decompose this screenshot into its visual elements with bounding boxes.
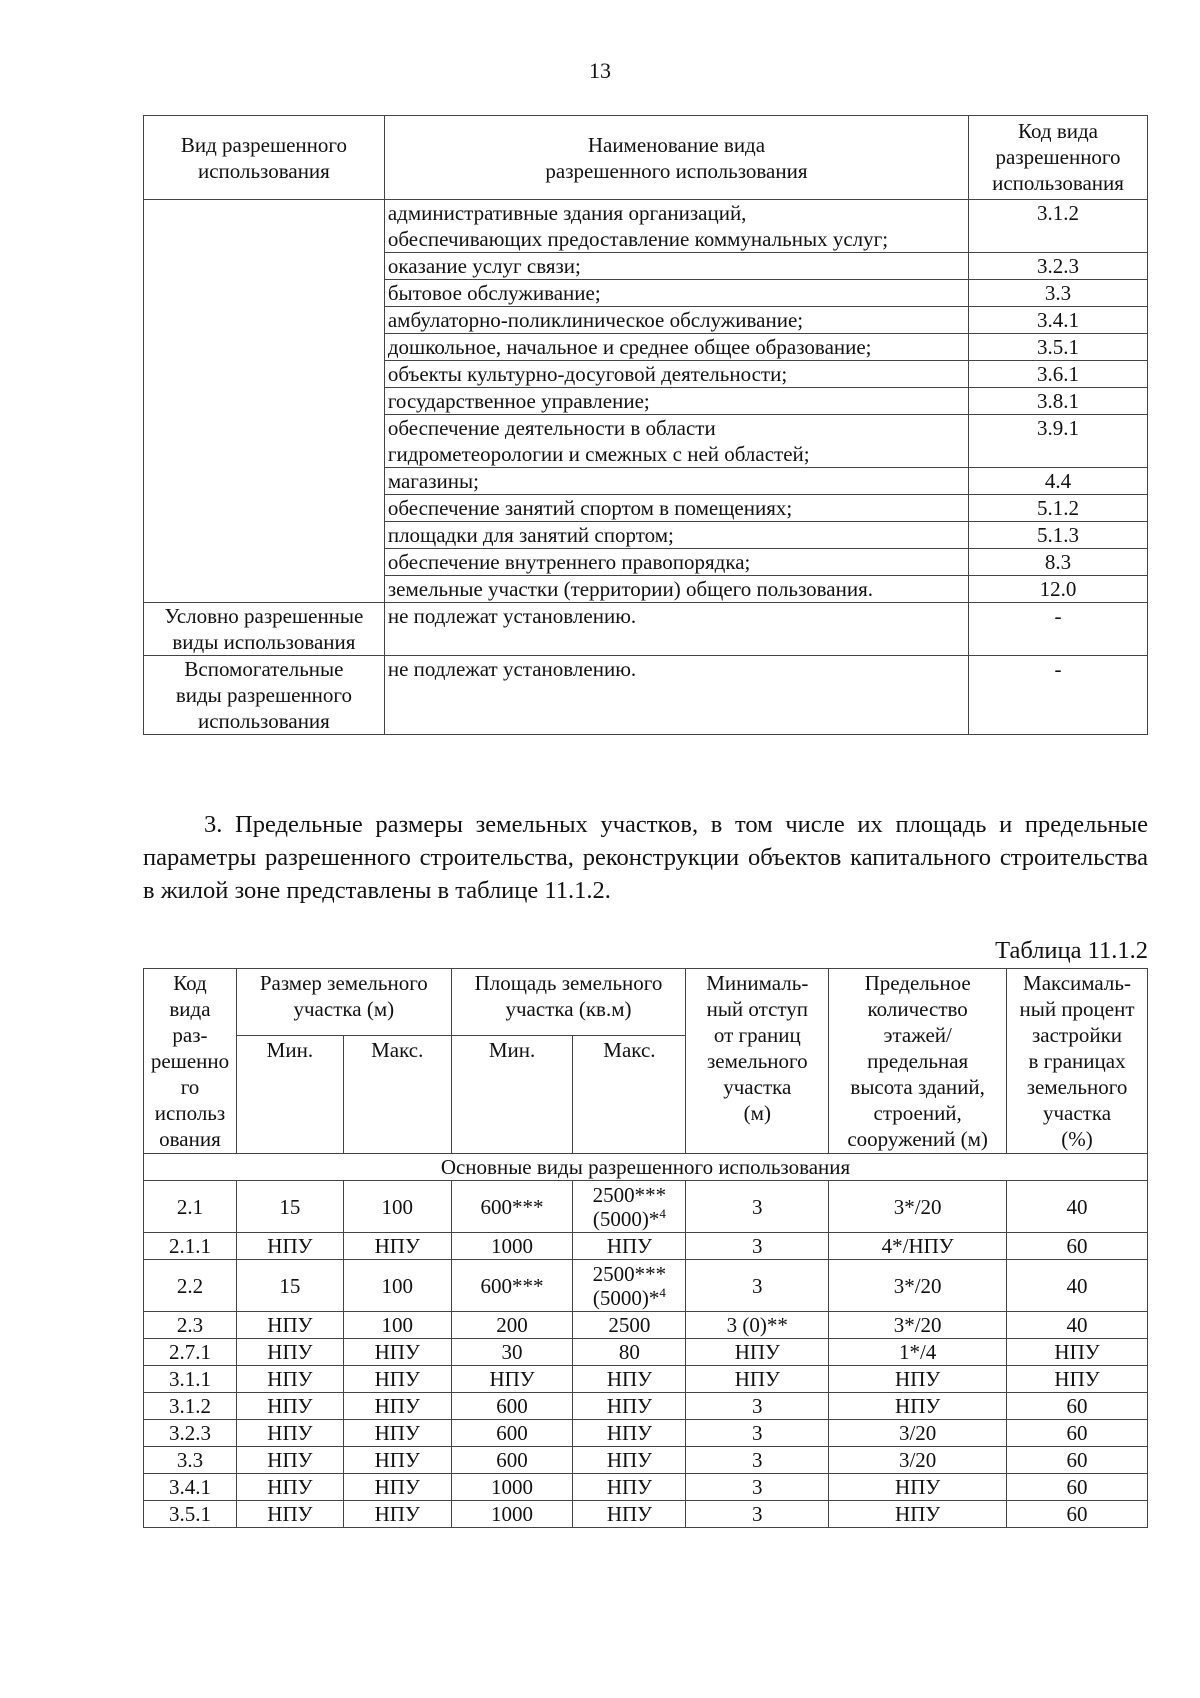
parameters-row	[144, 1260, 1148, 1312]
cell-code: 3.1.2	[144, 1393, 237, 1420]
use-name-cell: административные здания организаций, обеспечивающих предоставление коммунальных услуг;	[384, 200, 968, 253]
cell-size-min: НПУ	[236, 1447, 343, 1474]
cell-coverage: 40	[1007, 1181, 1148, 1233]
cell-size-max: НПУ	[343, 1233, 451, 1260]
cell-floors: НПУ	[829, 1501, 1007, 1528]
cell-code: 2.7.1	[144, 1339, 237, 1366]
parameters-row	[144, 1181, 1148, 1233]
cell-size-max: 100	[343, 1181, 451, 1233]
use-name-cell: земельные участки (территории) общего пользования.	[384, 576, 968, 603]
section-title: Основные виды разрешенного использования	[144, 1154, 1148, 1181]
use-name-cell: обеспечение деятельности в области гидрометеорологии и смежных с ней областей;	[384, 415, 968, 468]
cell-area-min: НПУ	[451, 1366, 573, 1393]
header-floors: Предельное количество этажей/ предельная высота зданий, строений, сооружений (м)	[829, 969, 1007, 1154]
header-size-min: Мин.	[236, 1036, 343, 1154]
cell-setback: НПУ	[686, 1339, 829, 1366]
cell-size-max: 100	[343, 1312, 451, 1339]
use-code-cell: 12.0	[969, 576, 1148, 603]
header-plot-size: Размер земельного участка (м)	[236, 969, 451, 1036]
cell-floors: 3/20	[829, 1447, 1007, 1474]
use-code-cell: 3.9.1	[969, 415, 1148, 468]
cell-code: 3.5.1	[144, 1501, 237, 1528]
cell-area-min: 600	[451, 1393, 573, 1420]
cell-coverage: 60	[1007, 1393, 1148, 1420]
use-name-cell: дошкольное, начальное и среднее общее образование;	[384, 334, 968, 361]
cell-floors: НПУ	[829, 1366, 1007, 1393]
use-code-cell: 3.6.1	[969, 361, 1148, 388]
cell-code: 2.1.1	[144, 1233, 237, 1260]
cell-coverage: 40	[1007, 1260, 1148, 1312]
use-name-cell: бытовое обслуживание;	[384, 280, 968, 307]
cell-area-max: НПУ	[573, 1366, 686, 1393]
main-uses-category-cell	[144, 200, 385, 603]
use-name-cell: амбулаторно-поликлиническое обслуживание;	[384, 307, 968, 334]
cell-code: 3.2.3	[144, 1420, 237, 1447]
cell-area-min: 1000	[451, 1501, 573, 1528]
cell-area-min: 30	[451, 1339, 573, 1366]
auxiliary-uses-code: -	[969, 656, 1148, 735]
cell-code: 2.3	[144, 1312, 237, 1339]
cell-floors: 3*/20	[829, 1181, 1007, 1233]
conditional-uses-row	[144, 603, 1148, 656]
cell-area-max: НПУ	[573, 1393, 686, 1420]
cell-size-min: НПУ	[236, 1339, 343, 1366]
cell-area-max: НПУ	[573, 1233, 686, 1260]
use-name-cell: площадки для занятий спортом;	[384, 522, 968, 549]
cell-size-min: НПУ	[236, 1420, 343, 1447]
use-code-cell: 3.4.1	[969, 307, 1148, 334]
use-name-cell: государственное управление;	[384, 388, 968, 415]
cell-code: 2.1	[144, 1181, 237, 1233]
cell-floors: 4*/НПУ	[829, 1233, 1007, 1260]
cell-size-min: НПУ	[236, 1474, 343, 1501]
auxiliary-uses-name: не подлежат установлению.	[384, 656, 968, 735]
cell-code: 2.2	[144, 1260, 237, 1312]
use-name-cell: оказание услуг связи;	[384, 253, 968, 280]
cell-code: 3.4.1	[144, 1474, 237, 1501]
conditional-uses-name: не подлежат установлению.	[384, 603, 968, 656]
conditional-uses-category: Условно разрешенные виды использования	[144, 603, 385, 656]
section-3-paragraph: 3. Предельные размеры земельных участков, в том числе их площадь и предельные параметры разрешенного строительства, реконструкции объектов капитального строительства в жилой зоне представлены в таблице 11.1.2.	[143, 811, 1148, 904]
cell-size-max: НПУ	[343, 1447, 451, 1474]
parameters-row	[144, 1474, 1148, 1501]
cell-size-max: НПУ	[343, 1393, 451, 1420]
header-size-max: Макс.	[343, 1036, 451, 1154]
cell-area-max: НПУ	[573, 1474, 686, 1501]
cell-size-min: 15	[236, 1181, 343, 1233]
cell-code: 3.1.1	[144, 1366, 237, 1393]
cell-area-min: 1000	[451, 1233, 573, 1260]
use-code-cell: 5.1.2	[969, 495, 1148, 522]
cell-coverage: 60	[1007, 1447, 1148, 1474]
cell-floors: 1*/4	[829, 1339, 1007, 1366]
cell-setback: 3	[686, 1420, 829, 1447]
use-code-cell: 8.3	[969, 549, 1148, 576]
permitted-use-row	[144, 200, 1148, 253]
use-code-cell: 4.4	[969, 468, 1148, 495]
cell-floors: 3*/20	[829, 1260, 1007, 1312]
cell-area-min: 600***	[451, 1260, 573, 1312]
header-plot-area: Площадь земельного участка (кв.м)	[451, 969, 686, 1036]
cell-size-min: НПУ	[236, 1312, 343, 1339]
cell-area-max: НПУ	[573, 1447, 686, 1474]
cell-setback: 3	[686, 1474, 829, 1501]
cell-size-min: 15	[236, 1260, 343, 1312]
cell-area-max: 2500*** (5000)*$^4$	[573, 1181, 686, 1233]
cell-size-min: НПУ	[236, 1393, 343, 1420]
cell-size-max: 100	[343, 1260, 451, 1312]
conditional-uses-code: -	[969, 603, 1148, 656]
cell-code: 3.3	[144, 1447, 237, 1474]
header-setback: Минималь- ный отступ от границ земельного участка (м)	[686, 969, 829, 1154]
cell-setback: 3	[686, 1233, 829, 1260]
cell-setback: 3 (0)**	[686, 1312, 829, 1339]
cell-coverage: 60	[1007, 1420, 1148, 1447]
use-code-cell: 3.5.1	[969, 334, 1148, 361]
header-area-max: Макс.	[573, 1036, 686, 1154]
cell-size-max: НПУ	[343, 1420, 451, 1447]
cell-area-min: 600***	[451, 1181, 573, 1233]
parameters-row	[144, 1233, 1148, 1260]
parameters-row	[144, 1501, 1148, 1528]
cell-setback: 3	[686, 1393, 829, 1420]
cell-size-min: НПУ	[236, 1366, 343, 1393]
cell-floors: 3/20	[829, 1420, 1007, 1447]
header-use-name: Наименование вида разрешенного использования	[384, 116, 968, 200]
cell-setback: 3	[686, 1260, 829, 1312]
use-code-cell: 5.1.3	[969, 522, 1148, 549]
parameters-row	[144, 1420, 1148, 1447]
cell-size-min: НПУ	[236, 1501, 343, 1528]
cell-floors: 3*/20	[829, 1312, 1007, 1339]
cell-setback: НПУ	[686, 1366, 829, 1393]
cell-size-max: НПУ	[343, 1339, 451, 1366]
cell-area-max: 80	[573, 1339, 686, 1366]
use-code-cell: 3.3	[969, 280, 1148, 307]
use-name-cell: объекты культурно-досуговой деятельности;	[384, 361, 968, 388]
cell-size-max: НПУ	[343, 1474, 451, 1501]
cell-area-min: 600	[451, 1447, 573, 1474]
header-area-min: Мин.	[451, 1036, 573, 1154]
cell-coverage: НПУ	[1007, 1366, 1148, 1393]
use-code-cell: 3.1.2	[969, 200, 1148, 253]
cell-area-min: 200	[451, 1312, 573, 1339]
cell-setback: 3	[686, 1181, 829, 1233]
use-name-cell: магазины;	[384, 468, 968, 495]
cell-coverage: 40	[1007, 1312, 1148, 1339]
cell-coverage: 60	[1007, 1233, 1148, 1260]
header-code: Код вида раз- решенно го использ ования	[144, 969, 237, 1154]
cell-setback: 3	[686, 1501, 829, 1528]
header-use-type: Вид разрешенного использования	[144, 116, 385, 200]
header-use-code: Код вида разрешенного использования	[969, 116, 1148, 200]
table-caption: Таблица 11.1.2	[995, 937, 1148, 964]
use-name-cell: обеспечение внутреннего правопорядка;	[384, 549, 968, 576]
auxiliary-uses-row	[144, 656, 1148, 735]
use-name-cell: обеспечение занятий спортом в помещениях;	[384, 495, 968, 522]
use-code-cell: 3.8.1	[969, 388, 1148, 415]
header-coverage: Максималь- ный процент застройки в границах земельного участка (%)	[1007, 969, 1148, 1154]
cell-floors: НПУ	[829, 1393, 1007, 1420]
cell-size-max: НПУ	[343, 1366, 451, 1393]
cell-area-min: 600	[451, 1420, 573, 1447]
cell-coverage: 60	[1007, 1474, 1148, 1501]
cell-coverage: 60	[1007, 1501, 1148, 1528]
cell-area-max: 2500*** (5000)*$^4$	[573, 1260, 686, 1312]
plot-parameters-table	[143, 968, 1148, 1528]
use-code-cell: 3.2.3	[969, 253, 1148, 280]
auxiliary-uses-category: Вспомогательные виды разрешенного использования	[144, 656, 385, 735]
parameters-row	[144, 1393, 1148, 1420]
parameters-row	[144, 1447, 1148, 1474]
cell-area-max: НПУ	[573, 1420, 686, 1447]
page-number: 13	[589, 58, 611, 83]
cell-area-min: 1000	[451, 1474, 573, 1501]
permitted-uses-table	[143, 115, 1148, 735]
cell-area-max: 2500	[573, 1312, 686, 1339]
cell-coverage: НПУ	[1007, 1339, 1148, 1366]
cell-floors: НПУ	[829, 1474, 1007, 1501]
parameters-row	[144, 1312, 1148, 1339]
cell-area-max: НПУ	[573, 1501, 686, 1528]
cell-setback: 3	[686, 1447, 829, 1474]
parameters-row	[144, 1339, 1148, 1366]
cell-size-min: НПУ	[236, 1233, 343, 1260]
cell-size-max: НПУ	[343, 1501, 451, 1528]
parameters-row	[144, 1366, 1148, 1393]
